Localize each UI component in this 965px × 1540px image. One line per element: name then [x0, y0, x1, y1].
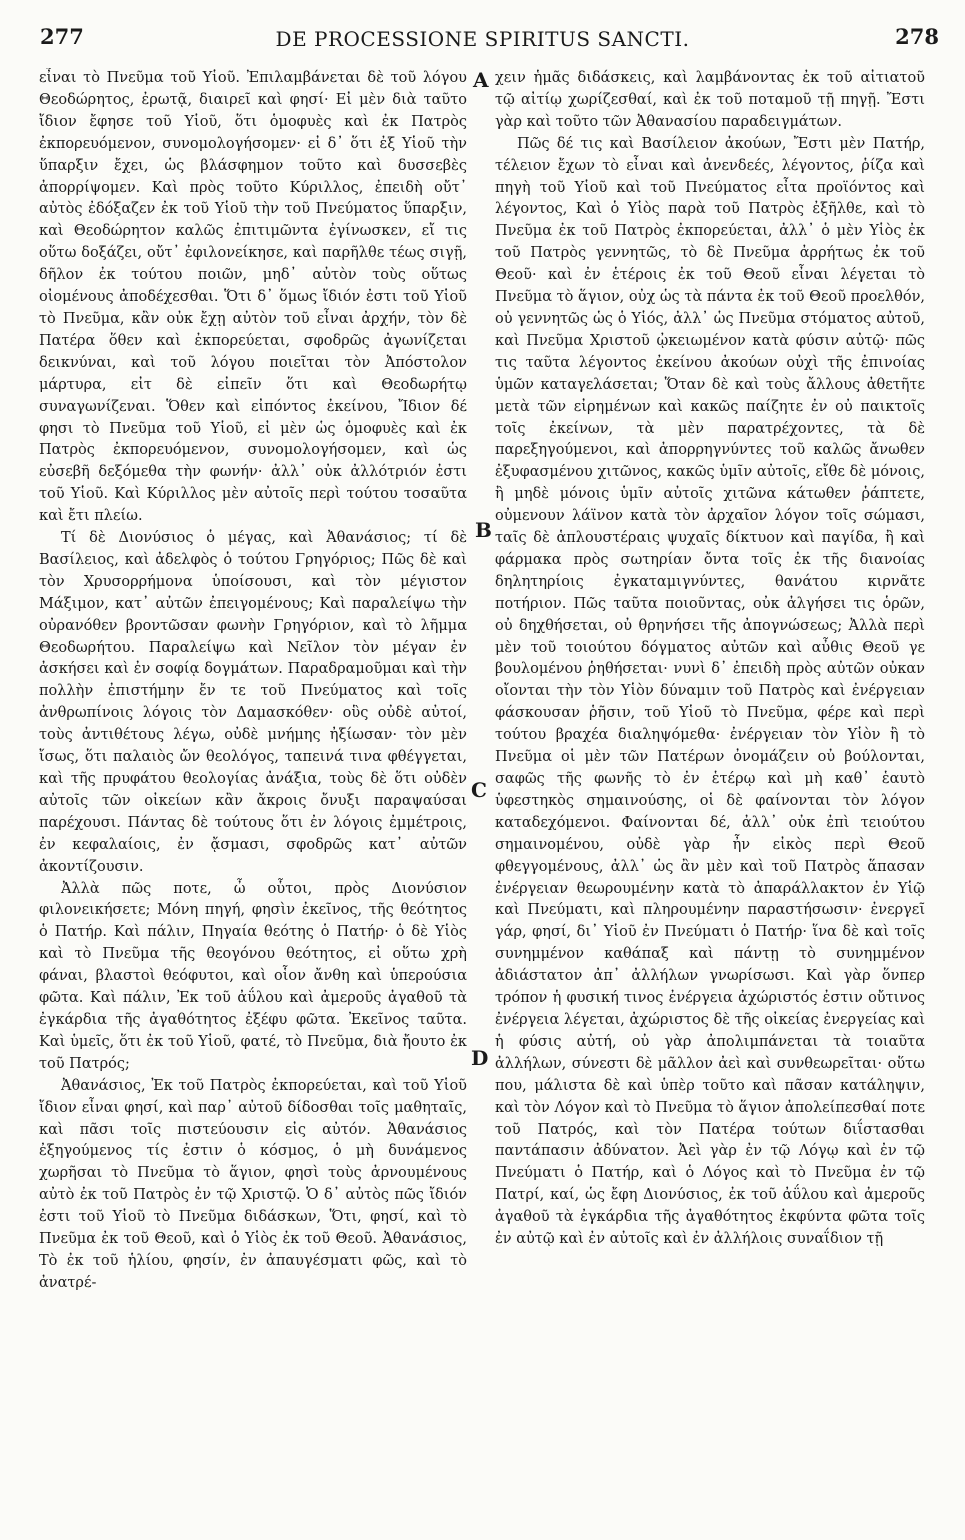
left-paragraph-1: εἶναι τὸ Πνεῦμα τοῦ Υἱοῦ. Ἐπιλαμβάνεται δὲ τοῦ λόγου Θεοδώρητος, ἐρωτᾷ, διαιρεῖ καὶ φησί· Εἰ μὲν διὰ ταῦτο ἴδιον ἔφησε τοῦ Υἱοῦ, ὅτι ὁμοφυὲς καὶ ἐκ Πατρὸς ἐκπορευόμενον, συνομολογήσομεν· εἰ δ᾽ ὅτι ἐξ Υἱοῦ τὴν ὕπαρξιν ἔχει, ὡς βλάσφημον τοῦτο καὶ δυσσεβὲς ἀπορρίψομεν. Καὶ πρὸς τοῦτο Κύριλλος, ἐπειδὴ οὔτ᾽ αὐτὸς ἐδόξαζεν ἐκ τοῦ Υἱοῦ τὴν τοῦ Πνεύματος ὕπαρξιν, καὶ Θεοδώρητον καλῶς ἐπιτιμῶντα ἐγίνωσκεν, εἴ τις οὕτω δοξάζει, οὔτ᾽ ἐφιλονείκησε, καὶ παρῆλθε τέως σιγῇ, δῆλον ἐκ τούτου ποιῶν, μηδ᾽ αὐτὸν τοὺς οὕτως οἰομένους ἀποδέχεσθαι. Ὅτι δ᾽ ὅμως ἴδιόν ἐστι τοῦ Υἱοῦ τὸ Πνεῦμα, κἂν οὐκ ἔχῃ αὐτὸν τοῦ εἶναι ἀρχήν, τὸν δὲ Πατέρα ὅθεν καὶ ἐκπορεύεται, σφοδρῶς ἀγωνίζεται δεικνύναι, καὶ τοῦ λόγου ποιεῖται τὸν Ἀπόστολον μάρτυρα, εἰτ δὲ εἰπεῖν ὅτι καὶ Θεοδωρήτῳ συναγωνίζεναι. Ὅθεν καὶ εἰπόντος ἐκείνου, Ἴδιον δέ φησι τὸ Πνεῦμα τοῦ Υἱοῦ, εἰ μὲν ὡς ὁμοφυὲς καὶ ἐκ Πατρὸς ἐκπορευόμενον, συνομολογήσομεν, καὶ ὡς εὐσεβῆ δεξόμεθα τὴν φωνήν· ἀλλ᾽ οὐκ ἀλλότριόν ἐστι τοῦ Υἱοῦ. Καὶ Κύριλλος μὲν αὐτοῖς περὶ τούτου τοσαῦτα καὶ ἔτι πλείω.	[39, 70, 467, 525]
margin-marker-b: B	[475, 518, 492, 542]
left-paragraph-3: Ἀλλὰ πῶς ποτε, ὦ οὗτοι, πρὸς Διονύσιον φιλονεικήσετε; Μόνη πηγή, φησὶν ἐκεῖνος, τῆς θεότητος ὁ Πατήρ. Καὶ πάλιν, Πηγαία θεότης ὁ Πατήρ· ὁ δὲ Υἱὸς καὶ τὸ Πνεῦμα τῆς θεογόνου θεότητος, εἰ οὕτω χρὴ φάναι, βλαστοὶ θεόφυτοι, καὶ οἷον ἄνθη καὶ ὑπερούσια φῶτα. Καὶ πάλιν, Ἐκ τοῦ ἀΰλου καὶ ἀμεροῦς ἀγαθοῦ τὰ ἐγκάρδια τῆς ἀγαθότητος ἐξέφυ φῶτα. Ἐκεῖνος ταῦτα. Καὶ ὑμεῖς, ὅτι ἐκ τοῦ Υἱοῦ, φατέ, τὸ Πνεῦμα, διὰ ἤουτο ἐκ τοῦ Πατρός;	[39, 880, 467, 1072]
margin-marker-c: C	[471, 778, 487, 802]
right-paragraph-1: χειν ἡμᾶς διδάσκεις, καὶ λαμβάνοντας ἐκ τοῦ αἰτιατοῦ τῷ αἰτίῳ χωρίζεσθαί, καὶ ἐκ τοῦ ποταμοῦ τῇ πηγῇ. Ἔστι γὰρ καὶ τοῦτο τῶν Ἀθανασίου παραδειγμάτων.	[495, 70, 925, 130]
page-number-left: 277	[40, 24, 84, 49]
left-paragraph-4: Ἀθανάσιος, Ἐκ τοῦ Πατρὸς ἐκπορεύεται, καὶ τοῦ Υἱοῦ ἴδιον εἶναι φησί, καὶ παρ᾽ αὐτοῦ δίδοσθαι τοῖς μαθηταῖς, καὶ πᾶσι τοῖς πιστεύουσιν εἰς αὐτόν. Ἀθανάσιος ἐξηγούμενος τίς ἐστιν ὁ κόσμος, ὁ μὴ δυνάμενος χωρῆσαι τὸ Πνεῦμα τὸ ἅγιον, φησὶ τοὺς ἀρνουμένους αὐτὸ ἐκ τοῦ Πατρὸς ἐν τῷ Χριστῷ. Ὁ δ᾽ αὐτὸς πῶς ἴδιόν ἐστι τοῦ Υἱοῦ τὸ Πνεῦμα διδάσκων, Ὅτι, φησί, καὶ τὸ Πνεῦμα ἐκ τοῦ Θεοῦ, καὶ ὁ Υἱὸς ἐκ τοῦ Θεοῦ. Ἀθανάσιος, Τὸ ἐκ τοῦ ἡλίου, φησίν, ἐν ἀπαυγέσματι φῶς, καὶ τὸ ἀνατρέ-	[39, 1077, 467, 1291]
page-number-right: 278	[895, 24, 939, 49]
margin-marker-a: A	[473, 68, 489, 92]
running-title: DE PROCESSIONE SPIRITUS SANCTI.	[275, 27, 690, 51]
page-header	[0, 0, 965, 60]
left-column	[39, 68, 467, 1528]
right-paragraph-2: Πῶς δέ τις καὶ Βασίλειον ἀκούων, Ἔστι μὲν Πατήρ, τέλειον ἔχων τὸ εἶναι καὶ ἀνενδεές, λέγοντος, ῥίζα καὶ πηγὴ τοῦ Υἱοῦ καὶ τοῦ Πνεύματος εἶτα προϊόντος καὶ λέγοντος, Καὶ ὁ Υἱὸς παρὰ τοῦ Πατρὸς ἐξῆλθε, καὶ τὸ Πνεῦμα ἐκ τοῦ Πατρὸς ἐκπορεύεται, ἀλλ᾽ ὁ μὲν Υἱὸς ἐκ τοῦ Πατρὸς γεννητῶς, τὸ δὲ Πνεῦμα ἀρρήτως ἐκ τοῦ Θεοῦ· καὶ ἐν ἑτέροις ἐκ τοῦ Θεοῦ εἶναι λέγεται τὸ Πνεῦμα τὸ ἅγιον, οὐχ ὡς τὰ πάντα ἐκ τοῦ Θεοῦ προελθόν, οὐ γεννητῶς ὡς ὁ Υἱός, ἀλλ᾽ ὡς Πνεῦμα στόματος αὐτοῦ, καὶ Πνεῦμα Χριστοῦ ᾠκειωμένον κατὰ φύσιν αὐτῷ· πῶς τις ταῦτα λέγοντος ἐκείνου ἀκούων οὐχὶ τῆς ἐπινοίας ὑμῶν καταγελάσεται; Ὅταν δὲ καὶ τοὺς ἄλλους ἀθετῆτε μετὰ τῶν εἰρημένων καὶ κακῶς παίζητε ἐν οὐ παικτοῖς τοῖς ἐκείνων, τὰ μὲν παρατρέχοντες, τὰ δὲ παρεξηγούμενοι, καὶ ἀπορρηγνύντες τοῦ καλῶς ἄνωθεν ἐξυφασμένου χιτῶνος, κακῶς ὑμῖν αὐτοῖς, εἴθε δὲ μόνοις, ἢ μηδὲ μόνοις ὑμῖν αὐτοῖς χιτῶνα κάτωθεν ῥάπτετε, οὐμενουν λάϊνον κατὰ τὸν ἀρχαῖον λόγον τοῖς σώμασι, ταῖς δὲ ἁπλουστέραις ψυχαῖς δίκτυον καὶ παγίδα, ἢ καὶ φάρμακα πρὸς σωτηρίαν ὄντα τοῖς ἐκ τῆς διανοίας δηλητηρίοις ἐγκαταμιγνύντες, θανάτου κιρνᾶτε ποτήριον. Πῶς ταῦτα ποιοῦντας, οὐκ ἀλγήσει τις ὁρῶν, οὐ δηχθήσεται, οὐ θρηνήσει τῆς ἀπογνώσεως; Ἀλλὰ περὶ μὲν τοῦ τοιούτου δόγματος αὐτῶν καὶ αὖθις Θεοῦ γε βουλομένου ῥηθήσεται· νυνὶ δ᾽ ἐπειδὴ πρὸς αὐτῶν οὐκαν οἴονται τὴν τὸν Υἱὸν δύναμιν τοῦ Πατρὸς καὶ ἐνέργειαν φάσκουσαν ῥῆσιν, τοῦ Υἱοῦ τὸ Πνεῦμα, φέρε καὶ περὶ τούτου βραχέα διαληψόμεθα· ἐνέργειαν τὸν Υἱὸν ἢ τὸ Πνεῦμα οἱ μὲν τῶν Πατέρων ὀνομάζειν οὐ βούλονται, σαφῶς τῆς φωνῆς τὸ ἐν ἑτέρῳ καὶ μὴ καθ᾽ ἑαυτὸ ὑφεστηκὸς σημαινούσης, οἱ δὲ φαίνονται τὸν λόγον καταδεχόμενοι. Φαίνονται δέ, ἀλλ᾽ οὐκ ἐπὶ τειούτου σημαινομένου, οὐδὲ γὰρ ἦν εἰκὸς περὶ Θεοῦ φθεγγομένους, ἀλλ᾽ ὡς ἂν μὲν καὶ τοῦ Πατρὸς ἅπασαν ἐνέργειαν θεωρουμένην κατὰ τὸ ἀπαράλλακτον ἐν Υἱῷ καὶ Πνεύματι, καὶ πληρουμένην παραστήσωσιν· ἐνεργεῖ γάρ, φησί, δι᾽ Υἱοῦ ἐν Πνεύματι ὁ Πατήρ· ἵνα δὲ καὶ τοῖς συνημμένον καθάπαξ καὶ πάντῃ τὸ συνημμένον ἀδιάστατον ἀπ᾽ ἀλλήλων γνωρίσωσι. Καὶ γὰρ ὅνπερ τρόπον ἡ φυσική τινος ἐνέργεια ἀχώριστός ἐστιν οὔτινος ἐνέργεια λέγεται, ἀχώριστος δὲ τῆς οἰκείας ἐνεργείας καὶ ἡ φύσις αὐτή, οὐ γὰρ ἀπολιμπάνεται τὰ τοιαῦτα ἀλλήλων, σύνεστι δὲ μᾶλλον ἀεὶ καὶ συνθεωρεῖται· οὕτω που, μάλιστα δὲ καὶ ὑπὲρ τοῦτο καὶ πᾶσαν κατάληψιν, καὶ τὸν Λόγον καὶ τὸ Πνεῦμα τὸ ἅγιον ἀπολείπεσθαί ποτε τοῦ Πατρός, καὶ τὸν Πατέρα τούτων διΐστασθαι παντάπασιν ἀδύνατον. Ἀεὶ γὰρ ἐν τῷ Λόγῳ καὶ ἐν τῷ Πνεύματι ὁ Πατήρ, καὶ ὁ Λόγος καὶ τὸ Πνεῦμα ἐν τῷ Πατρί, καί, ὡς ἔφη Διονύσιος, ἐκ τοῦ ἀΰλου καὶ ἀμεροῦς ἀγαθοῦ τὰ ἐγκάρδια τῆς ἀγαθότητος ἐκφύντα φῶτα τοῖς ἐν αὐτῷ καὶ ἐν αὐτοῖς καὶ ἐν ἀλλήλοις συναΐδιον τῇ	[495, 135, 925, 1248]
margin-marker-d: D	[471, 1046, 489, 1070]
right-column	[495, 68, 925, 1528]
left-paragraph-2: Τί δὲ Διονύσιος ὁ μέγας, καὶ Ἀθανάσιος; τί δὲ Βασίλειος, καὶ ἀδελφὸς ὁ τούτου Γρηγόριος; Πῶς δὲ καὶ τὸν Χρυσορρήμονα ὑποίσουσι, καὶ τὸν μέγιστον Μάξιμον, κατ᾽ αὐτῶν ἐπειγομένους; Καὶ παραλείψω τὴν οὐρανόθεν βροντῶσαν φωνὴν Γρηγόριον, καὶ τὸ λῆμμα Θεοδωρήτου. Παραλείψω καὶ Νεῖλον τὸν μέγαν ἐν ἀσκήσει καὶ ἐν σοφίᾳ δογμάτων. Παραδραμοῦμαι καὶ τὴν πολλὴν ἐπιστήμην ἔν τε τοῦ Πνεύματος καὶ τοῖς ἀνθρωπίνοις λόγοις τὸν Δαμασκόθεν· οὓς οὐδὲ αὐτοί, τοὺς ἀντιθέτους λέγω, οὐδὲ μνήμης ἠξίωσαν· τὸν μὲν ἴσως, ὅτι παλαιὸς ὤν θεολόγος, ταπεινά τινα φθέγγεται, καὶ τῆς πρυφάτου θεολογίας ἀνάξια, τοὺς δὲ ὅτι οὐδὲν αὐτοῖς τῶν οἰκείων κἂν ἄκροις ὄνυξι παραψαύσαι παρέχουσι. Πάντας δὲ τούτους ὅτι ἐν λόγοις ἐμμέτροις, ἐν κεφαλαίοις, ἐν ᾄσμασι, σφοδρῶς κατ᾽ αὐτῶν ἀκοντίζουσιν.	[39, 530, 467, 875]
